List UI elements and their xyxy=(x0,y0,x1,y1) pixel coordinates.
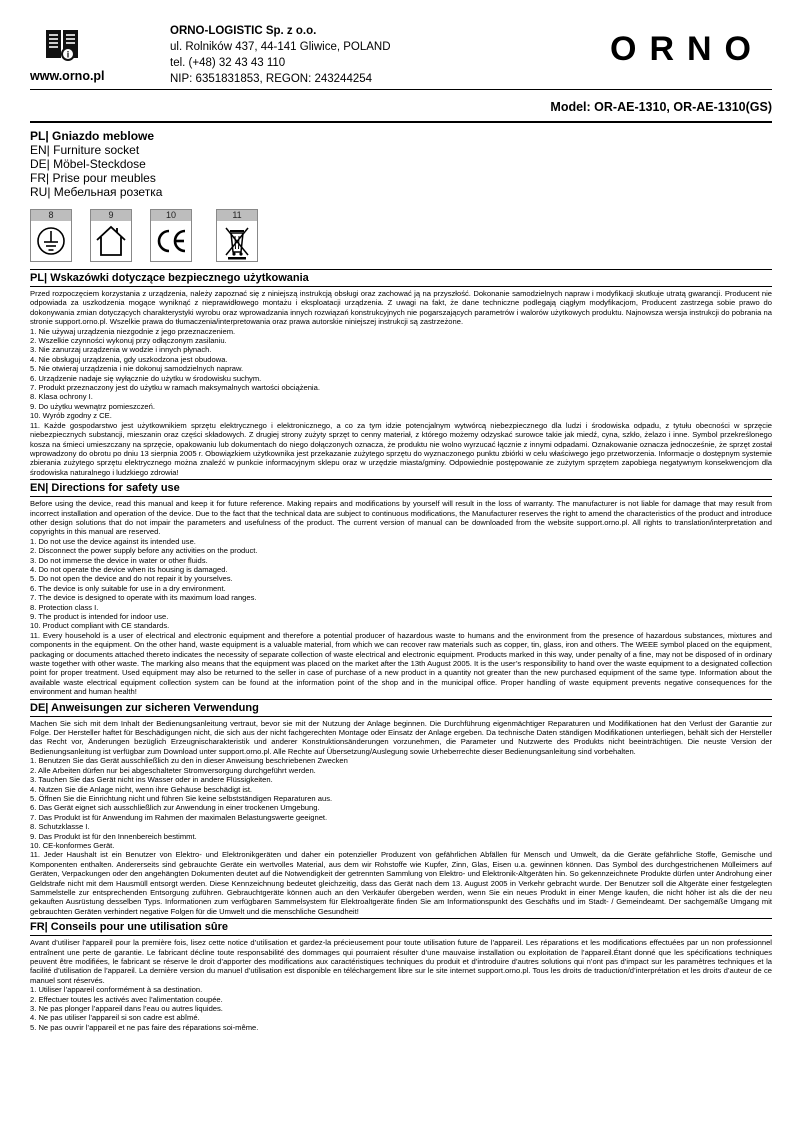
instruction-item: 7. Das Produkt ist für Anwendung im Rahmen der maximalen Belastungswerte geeignet. xyxy=(30,812,328,822)
instruction-item: 3. Tauchen Sie das Gerät nicht ins Wasser oder in andere Flüssigkeiten. xyxy=(30,775,273,785)
instruction-item: 6. Urządzenie nadaje się wyłącznie do użytku w środowisku suchym. xyxy=(30,373,262,383)
instruction-item: 3. Do not immerse the device in water or other fluids. xyxy=(30,555,208,565)
product-name-ru: RU| Мебельная розетка xyxy=(30,185,163,199)
instruction-item: 1. Benutzen Sie das Gerät ausschließlich zu den in dieser Anweisung beschriebenen Zwecken xyxy=(30,756,348,766)
manual-book-icon xyxy=(44,24,80,62)
symbol-number: 9 xyxy=(91,210,131,221)
instruction-item: 11. Every household is a user of electrical and electronic equipment and therefore a potential producer of hazardous waste to humans and the environment from the presence of hazardous substances, mixtures and components in the equipment. On the other hand, waste equipment is a valuable material, from which we can recover raw materials such as copper, tin, glass, iron and others. The WEEE symbol placed on the equipment, packaging or documents attached thereto indicates the necessity of separate collection of waste electrical and electronic equipment. Products marked in this way, under penalty of a fine, may not be disposed of in ordinary waste together with other waste. The marking also means that the equipment was placed on the market after the 13th August 2005. It is the user’s responsibility to hand over the waste equipment to a designated collection point for proper treatment. Used equipment may also be returned to the seller in case of purchase of a new product in a quantity not greater than the new purchased equipment of the same type. Information about the available waste electrical equipment collection system can be found at the information point of the shop and in the municipal office. Proper handling of waste equipment prevents negative consequences for the environment and human health! xyxy=(30,630,772,697)
section-body xyxy=(30,499,772,697)
company-address: ul. Rolników 437, 44-141 Gliwice, POLAND xyxy=(170,41,391,53)
instruction-item: 9. The product is intended for indoor use. xyxy=(30,612,169,621)
instruction-item: 6. The device is only suitable for use in a dry environment. xyxy=(30,583,226,593)
section-intro: Machen Sie sich mit dem Inhalt der Bedienungsanleitung vertraut, bevor sie mit der Nutzung der Anlage beginnen. Die Durchführung eigenmächtiger Reparaturen und Modifikationen hat den Verlust der Garantie zur Folge. Der Hersteller haftet für Beschädigungen nicht, die sich aus der nicht fachgerechten Montage oder Einsatz der Anlage ergeben. Da technische Daten ständigen Modifikationen unterliegen, behält sich der Hersteller das Recht vor, Änderungen bezüglich Erzeugnischarakteristik und anderer Konstruktionsänderungen vorzunehmen, die Parameter und Nutzwerte des Produkts nicht beeinträchtigen. Die neuste Version der Bedienungsanleitung ist verfügbar zum Download unter support.orno.pl. Alle Rechte auf Übersetzung/Auslegung sowie Urheberrechte dieser Bedienungsanleitung sind vorbehalten. xyxy=(30,718,772,756)
company-name: ORNO-LOGISTIC Sp. z o.o. xyxy=(170,25,317,37)
instruction-item: 10. Product compliant with CE standards. xyxy=(30,621,170,631)
instruction-item: 8. Schutzklasse I. xyxy=(30,822,90,832)
section-en xyxy=(30,479,772,697)
instruction-item: 4. Do not operate the device when its housing is damaged. xyxy=(30,564,228,574)
instruction-item: 6. Das Gerät eignet sich ausschließlich zur Anwendung in einer trockenen Umgebung. xyxy=(30,803,320,813)
instruction-item: 10. CE-konformes Gerät. xyxy=(30,840,115,850)
instruction-list xyxy=(30,537,772,697)
product-names xyxy=(30,129,162,199)
header-divider xyxy=(30,89,772,90)
indoor-house-icon xyxy=(94,224,128,258)
symbol-box-9 xyxy=(90,209,132,262)
website-url: www.orno.pl xyxy=(30,69,105,83)
instruction-list xyxy=(30,327,772,478)
product-name-de: DE| Möbel-Steckdose xyxy=(30,157,146,171)
instruction-item: 11. Jeder Haushalt ist ein Benutzer von Elektro- und Elektronikgeräten und daher ein potenzieller Produzent von gefährlichen Abfällen für Mensch und Umwelt, da die Geräte gefährliche Stoffe, Gemische und Komponenten enthalten. Andererseits sind gebrauchte Geräte ein wertvolles Material, aus dem wir Rohstoffe wie Kupfer, Zinn, Glas, Eisen u.a. gewinnen können. Das Symbol des durchgestrichenen Mülleimers auf Geräten, Verpackungen oder den angehängten Dokumenten deutet auf die Notwendigkeit der getrennten Sammlung von Elektro- und Elektronik-Altgeräten hin. So gekennzeichnete Produkte dürfen unter Androhung einer Geldstrafe nicht mit dem Hausmüll entsorgt werden. Diese Kennzeichnung bedeutet gleichzeitig, dass das Gerät nach dem 13. August 2005 in Verkehr gebracht wurde. Der Benutzer soll die Altgeräte einer festgelegten Sammelstelle zur entsprechenden Entsorgung zuführen. Gebrauchtgeräte können auch an den Verkäufer übergeben werden, wenn Sie ein neues Produkt in einer Menge kaufen, die nicht höher ist als die der neu gekauften Ausrüstung desselben Typs. Informationen zum verfügbaren Sammelsystem für Elektroaltgeräte finden Sie am Informationspunkt des Geschäfts und im Stadt- / Gemeindeamt. Der sachgemäße Umgang mit gebrauchten Geräten verhindert negative Folgen für die Umwelt und die menschliche Gesundheit! xyxy=(30,850,772,916)
instruction-item: 1. Do not use the device against its intended use. xyxy=(30,536,196,546)
section-intro: Before using the device, read this manual and keep it for future reference. Making repairs and modifications by yourself will result in the loss of warranty. The manufacturer is not liable for damage that may result from incorrect installation and operation of the device. Due to the fact that the technical data are subject to continuous modifications, the Manufacturer reserves the right to amend the characteristics of the product and introduce other design solutions that do not impair the parameters and usefulness of the product. The current version of manual can be downloaded from the website support.orno.pl. All rights to translation/interpretation and copyrights in this manual are reserved. xyxy=(30,499,772,537)
instruction-item: 3. Ne pas plonger l’appareil dans l’eau ou autres liquides. xyxy=(30,1004,223,1014)
instruction-item: 3. Nie zanurzaj urządzenia w wodzie i innych płynach. xyxy=(30,345,212,355)
orno-logo: ORNO xyxy=(610,30,764,68)
model-number: Model: OR-AE-1310, OR-AE-1310(GS) xyxy=(550,100,772,114)
model-divider xyxy=(30,121,772,123)
symbol-box-8 xyxy=(30,209,72,262)
symbol-number: 10 xyxy=(151,210,191,221)
instruction-item: 9. Do użytku wewnątrz pomieszczeń. xyxy=(30,401,155,411)
company-phone: tel. (+48) 32 43 43 110 xyxy=(170,57,286,69)
instruction-item: 5. Öffnen Sie die Einrichtung nicht und führen Sie keine selbstständigen Reparaturen aus. xyxy=(30,793,333,803)
safety-sections xyxy=(30,269,772,1034)
instruction-item: 2. Alle Arbeiten dürfen nur bei abgeschalteter Stromversorgung durchgeführt werden. xyxy=(30,765,316,775)
instruction-item: 10. Wyrób zgodny z CE. xyxy=(30,411,112,421)
instruction-list xyxy=(30,985,772,1032)
instruction-item: 8. Protection class I. xyxy=(30,602,99,612)
symbol-number: 8 xyxy=(31,210,71,221)
section-body xyxy=(30,938,772,1032)
section-body xyxy=(30,719,772,917)
symbol-box-10 xyxy=(150,209,192,262)
instruction-list xyxy=(30,756,772,916)
instruction-item: 5. Ne pas ouvrir l’appareil et ne pas faire des réparations soi-même. xyxy=(30,1022,259,1032)
product-name-pl: PL| Gniazdo meblowe xyxy=(30,129,155,143)
product-name-fr: FR| Prise pour meubles xyxy=(30,171,156,185)
section-title: EN| Directions for safety use xyxy=(30,479,772,497)
ce-mark-icon xyxy=(153,224,189,258)
instruction-item: 9. Das Produkt ist für den Innenbereich bestimmt. xyxy=(30,831,197,841)
section-intro: Avant d’utiliser l’appareil pour la première fois, lisez cette notice d’utilisation et gardez-la précieusement pour toute utilisation future de l’appareil. Les réparations et les modifications effectuées par un non professionnel entraînent une perte de garantie. Le fabricant décline toute responsabilité des dommages qui pourraient résulter d’une mauvaise installation ou exploitation de l’appareil.Étant donné que les spécifications techniques peuvent être modifiées, le fabricant se réserve le droit d’apporter des modifications aux caractéristiques techniques du produit et d’introduire d’autres solutions qui n’ont pas d’impact sur les paramètres techniques et la facilité d’utilisation de l’appareil. La dernière version du manuel d’utilisation est disponible en téléchargement libre sur le site internet support.orno.pl. Tous les droits de traduction/d’interprétation et les droits d’auteur de ce manuel sont réservés. xyxy=(30,938,772,985)
section-fr xyxy=(30,918,772,1032)
symbol-box-11 xyxy=(216,209,258,262)
weee-crossed-bin-icon xyxy=(222,224,252,260)
instruction-item: 7. The device is designed to operate with its maximum load ranges. xyxy=(30,593,257,603)
instruction-item: 1. Utiliser l’appareil conformément à sa destination. xyxy=(30,985,203,995)
instruction-item: 5. Do not open the device and do not repair it by yourselves. xyxy=(30,574,233,584)
instruction-item: 4. Nie obsługuj urządzenia, gdy uszkodzona jest obudowa. xyxy=(30,354,228,364)
company-nip: NIP: 6351831853, REGON: 243244254 xyxy=(170,73,373,85)
instruction-item: 7. Produkt przeznaczony jest do użytku w ramach maksymalnych wartości obciążenia. xyxy=(30,383,320,393)
instruction-item: 8. Klasa ochrony I. xyxy=(30,392,93,402)
instruction-item: 2. Disconnect the power supply before any activities on the product. xyxy=(30,546,258,556)
symbol-number: 11 xyxy=(217,210,257,221)
product-name-en: EN| Furniture socket xyxy=(30,143,140,157)
instruction-item: 2. Wszelkie czynności wykonuj przy odłączonym zasilaniu. xyxy=(30,336,227,346)
section-pl xyxy=(30,269,772,477)
section-title: PL| Wskazówki dotyczące bezpiecznego użytkowania xyxy=(30,269,772,287)
section-intro: Przed rozpoczęciem korzystania z urządzenia, należy zapoznać się z niniejszą instrukcją obsługi oraz zachować ją na przyszłość. Dokonanie samodzielnych napraw i modyfikacji skutkuje utratą gwarancji. Producent nie odpowiada za uszkodzenia mogące wyniknąć z nieprawidłowego montażu i eksploatacji urządzenia. Z uwagi na fakt, że dane techniczne podlegają ciągłym modyfikacjom, Producent zastrzega sobie prawo do dokonywania zmian dotyczących charakterystyki wyrobu oraz wprowadzania innych rozwiązań konstrukcyjnych nie pogarszających parametrów i walorów użytkowych produktu. Najnowsza wersja instrukcji do pobrania na stronie support.orno.pl. Wszelkie prawa do tłumaczenia/interpretowania oraz prawa autorskie niniejszej instrukcji są zastrzeżone. xyxy=(30,289,772,327)
instruction-item: 2. Effectuer toutes les activés avec l’alimentation coupée. xyxy=(30,994,223,1004)
section-title: DE| Anweisungen zur sicheren Verwendung xyxy=(30,699,772,717)
section-title: FR| Conseils pour une utilisation sûre xyxy=(30,918,772,936)
section-body xyxy=(30,289,772,477)
instruction-item: 5. Nie otwieraj urządzenia i nie dokonuj samodzielnych napraw. xyxy=(30,364,244,374)
instruction-item: 4. Nutzen Sie die Anlage nicht, wenn ihre Gehäuse beschädigt ist. xyxy=(30,784,253,794)
svg-text:i: i xyxy=(66,49,70,60)
section-de xyxy=(30,699,772,917)
instruction-item: 4. Ne pas utiliser l’appareil si son cadre est abîmé. xyxy=(30,1013,200,1023)
instruction-item: 1. Nie używaj urządzenia niezgodnie z jego przeznaczeniem. xyxy=(30,326,236,336)
protective-earth-icon xyxy=(35,224,67,258)
instruction-item: 11. Każde gospodarstwo jest użytkownikiem sprzętu elektrycznego i elektronicznego, a co za tym idzie potencjalnym wytwórcą niebezpiecznego dla ludzi i środowiska odpadu, z tytułu obecności w sprzęcie niebezpiecznych substancji, mieszanin oraz części składowych. Z drugiej strony zużyty sprzęt to cenny materiał, z którego możemy odzyskać surowce takie jak miedź, cyna, szkło, żelazo i inne. Symbol przekreślonego kosza na śmieci umieszczany na sprzęcie, opakowaniu lub dokumentach do niego dołączonych oznacza, że produktu nie wolno wyrzucać łącznie z innymi odpadami. Oznakowanie oznacza jednocześnie, że sprzęt został wprowadzony do obrotu po dniu 13 sierpnia 2005 r. Obowiązkiem użytkownika jest przekazanie zużytego sprzętu do wyznaczonego punktu zbiórki w celu właściwego jego przetworzenia. Informacje o dostępnym systemie zbierania zużytego sprzętu elektrycznego można znaleźć w punkcie informacyjnym sklepu oraz w urzędzie miasta/gminy. Odpowiednie postępowanie ze zużytym sprzętem zapobiega negatywnym konsekwencjom dla środowiska naturalnego i ludzkiego zdrowia! xyxy=(30,420,772,477)
company-info xyxy=(170,23,391,87)
